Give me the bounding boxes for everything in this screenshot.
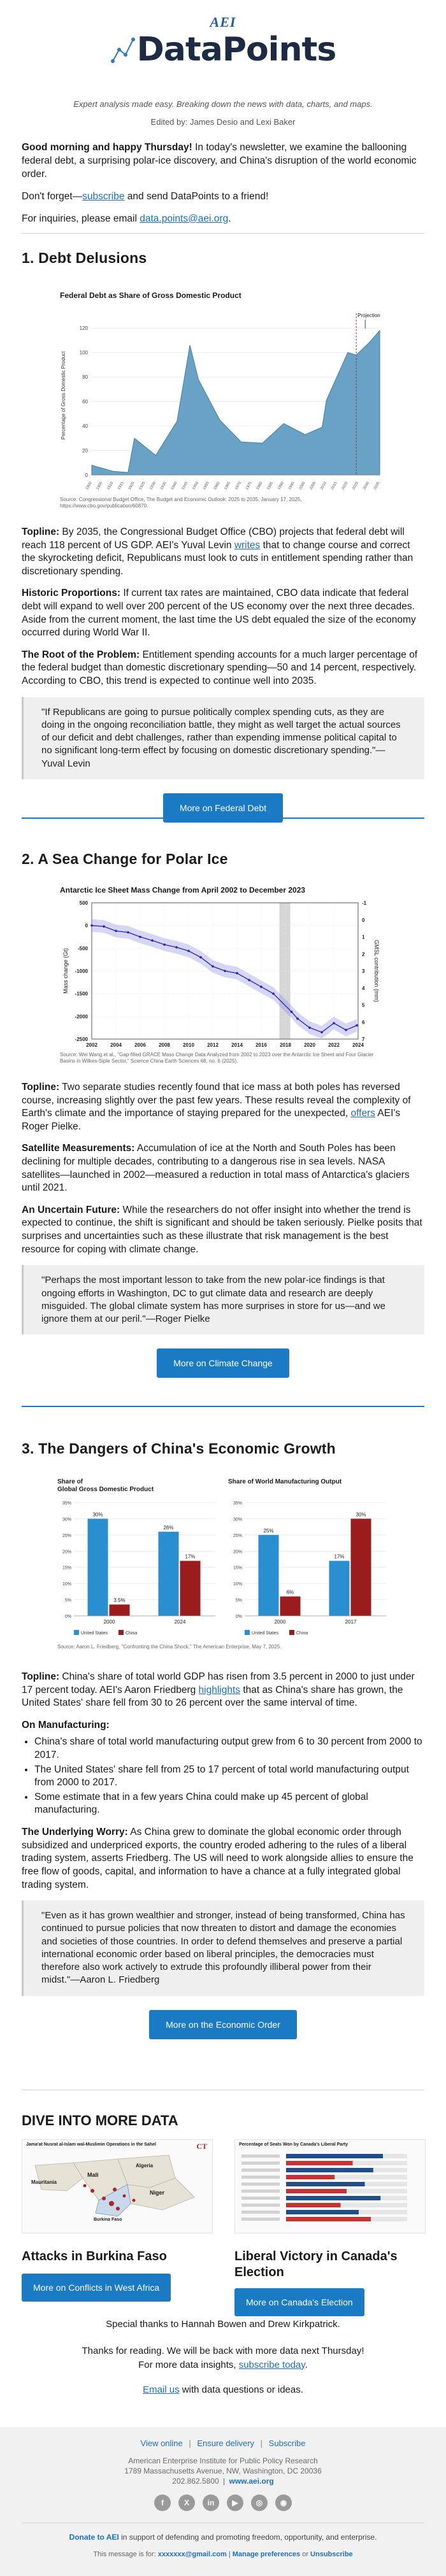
- x-tick-label: 2017: [345, 1619, 357, 1625]
- bar-china: [280, 1596, 301, 1616]
- mass-change-point: [291, 1010, 293, 1013]
- thumb-bar: [286, 2161, 353, 2165]
- mass-change-point: [248, 979, 250, 981]
- thumb-row-label: [241, 2204, 280, 2207]
- recipient-line: This message is for: xxxxxxx@gmail.com | Manage preferences or Unsubscribe: [93, 2551, 353, 2558]
- thumb-bar: [286, 2196, 380, 2200]
- y2-tick-label: 4: [362, 985, 365, 991]
- header-logo: [0, 14, 446, 69]
- map-label-burkina: Burkina Faso: [94, 2218, 122, 2222]
- linkedin-icon[interactable]: in: [203, 2495, 219, 2511]
- mass-change-point: [236, 972, 238, 975]
- datapoints-logo: [110, 31, 336, 69]
- mass-change-point: [296, 1017, 299, 1020]
- divider-blue: [22, 817, 424, 819]
- thumb-row-label: [241, 2162, 280, 2165]
- thumb-bar: [286, 2175, 334, 2179]
- y-tick-label: 120: [79, 325, 88, 332]
- chart-title: Federal Debt as Share of Gross Domestic Product: [60, 291, 241, 300]
- x-tick-label: 1945: [181, 481, 189, 491]
- mass-change-point: [199, 956, 202, 959]
- y-tick-label: 100: [79, 350, 88, 356]
- dive-left-button-wrap: [22, 2274, 213, 2302]
- donate-link[interactable]: Donate to AEI: [69, 2533, 119, 2542]
- divider-blue-2: [22, 1406, 424, 1407]
- forget-line: Don't forget—subscribe and send DataPoints to a friend!: [22, 190, 269, 202]
- list-item: • Some estimate that in a few years China could make up 45 percent of global manufacturing.: [34, 1791, 424, 1817]
- bar-chart-title-line2: Global Gross Domestic Product: [57, 1486, 154, 1493]
- thumb-bar: [286, 2189, 347, 2193]
- y-tick-label: 60: [82, 399, 88, 405]
- map-label-algeria: Algeria: [136, 2163, 154, 2169]
- canada-chart[interactable]: [234, 2139, 426, 2233]
- map-label-niger: Niger: [150, 2190, 165, 2196]
- x-tick-label: 2016: [255, 1042, 267, 1048]
- x-tick-label: 1955: [203, 481, 210, 491]
- youtube-icon[interactable]: ▶: [227, 2495, 243, 2511]
- x-tick-label: 2018: [280, 1042, 291, 1048]
- mass-change-point: [151, 939, 154, 942]
- x-tick-label: 2012: [207, 1042, 219, 1048]
- x-tick-label: 2000: [298, 481, 306, 491]
- x-tick-label: 2005: [309, 481, 317, 491]
- y2-tick-label: 1: [362, 934, 365, 940]
- section3-body: [0, 1671, 446, 2039]
- y-tick-label: 25%: [233, 1533, 242, 1538]
- org-contact: 202.862.5800 | www.aei.org: [172, 2477, 274, 2486]
- closing-line-2: Thanks for reading. We will be back with more data next Thursday!: [82, 2345, 364, 2356]
- org-name: American Enterprise Institute for Public Policy Research: [128, 2456, 318, 2465]
- y-tick-label: 0%: [64, 1615, 71, 1619]
- projection-label: Projection: [357, 313, 380, 318]
- bar-value-label: 26%: [163, 1524, 174, 1531]
- y-tick-label: 30%: [233, 1517, 242, 1522]
- aei-logo[interactable]: AEI: [210, 14, 236, 30]
- y2-tick-label: 3: [362, 968, 365, 974]
- x-tick-label: 2010: [183, 1042, 194, 1048]
- thanks-line: Special thanks to Hannah Bowen and Drew Kirkpatrick.: [106, 2319, 340, 2330]
- bar-value-label: 6%: [286, 1589, 294, 1596]
- mass-change-point: [139, 936, 141, 938]
- section3-topline: Topline: China's share of total world GDP has risen from 3.5 percent in 2000 to just under 17 percent today. AEI's Aaron Friedberg highlights that as China's share has grown, the United States' share fell from 30 to 26 percent over the same interval of time.: [22, 1671, 415, 1709]
- intro: [0, 141, 446, 235]
- x-tick-label: 1910: [106, 481, 115, 491]
- thumb-row-label: [241, 2197, 280, 2200]
- legend-label: China: [296, 1631, 308, 1636]
- aei-site-link[interactable]: www.aei.org: [229, 2477, 274, 2486]
- mass-change-point: [356, 1024, 358, 1027]
- x-tick-label: 2035: [373, 481, 381, 491]
- manage-preferences-link[interactable]: Manage preferences: [232, 2551, 301, 2558]
- ice-chart: [54, 880, 392, 1071]
- y-tick-label: 0: [85, 923, 88, 929]
- mass-change-point: [127, 931, 129, 934]
- thumb-bar: [286, 2203, 341, 2207]
- section3-quote: "Even as it has grown wealthier and stronger, instead of being transformed, China has continued to pursue policies that now threaten to distort and damage the economies and societies of those countries. In order to defend themselves and preserve a partial international economic order based on liberal principles, the democracies must therefore also work actively to extrude this profoundly illiberal power from their midst."—Aaron L. Friedberg: [22, 1900, 424, 1996]
- bar-chart-title-line1: Share of: [57, 1478, 83, 1485]
- y-tick-label: 5%: [64, 1598, 71, 1603]
- chart-source-holder: [60, 497, 386, 512]
- y-tick-label: 30%: [62, 1517, 71, 1522]
- dive-left-title[interactable]: Attacks in Burkina Faso: [22, 2249, 167, 2263]
- footer-subscribe-link[interactable]: Subscribe: [268, 2438, 306, 2448]
- y-tick-label: 35%: [233, 1501, 242, 1506]
- dive-right-card: [234, 2139, 426, 2316]
- mass-change-point: [212, 965, 214, 968]
- bar-united-states: [88, 1518, 108, 1616]
- donate-line: Donate to AEI in support of defending and promoting freedom, opportunity, and enterprise.: [69, 2533, 377, 2542]
- x-tick-label: 2006: [134, 1042, 146, 1048]
- y-tick-label: -1500: [75, 991, 88, 997]
- thumb-row-label: [241, 2190, 280, 2193]
- y-tick-label: 10%: [233, 1582, 242, 1587]
- bar-china: [180, 1561, 201, 1616]
- view-online-link[interactable]: View online: [140, 2438, 183, 2448]
- section3-heading-wrap: [0, 1440, 446, 1457]
- federal-debt-button[interactable]: More on Federal Debt: [163, 793, 283, 823]
- thumb-row-label: [241, 2169, 280, 2172]
- thumb-row-label: [241, 2176, 280, 2179]
- y2-axis-label: GMSL contribution (mm): [373, 940, 380, 1002]
- y-tick-label: 0%: [235, 1615, 242, 1619]
- subscribe-today-link[interactable]: subscribe today: [238, 2359, 305, 2370]
- thumb-bar: [286, 2154, 383, 2158]
- x-tick-label: 1935: [160, 481, 168, 491]
- chart-source: Source: Wei Wang et al., "Gap-filled GRACE Mass Change Data Analyzed from 2002 to 2023 over the Antarctic Ice Sheet and Four Glacier Basins in Wilkes-Siple Sector," Science China Earth Sciences 68, no. 6 (2025).: [60, 1052, 374, 1065]
- dive-right-title[interactable]: Liberal Victory in Canada's Election: [234, 2249, 398, 2279]
- canada-chart-title: Percentage of Seats Won by Canada's Liberal Party: [239, 2142, 349, 2147]
- economic-order-button[interactable]: More on the Economic Order: [149, 2010, 297, 2039]
- x-tick-label: 1950: [192, 481, 200, 491]
- footer-org: [0, 2456, 446, 2487]
- section1-body: [0, 526, 446, 823]
- mass-change-point: [163, 944, 166, 946]
- section2-heading: 2. A Sea Change for Polar Ice: [22, 851, 228, 867]
- map-title: Jama'at Nusrat al-Islam wal-Muslimin Operations in the Sahel: [26, 2142, 156, 2147]
- map-label-mali: Mali: [87, 2172, 99, 2178]
- footer: [0, 2427, 446, 2576]
- section2-satellite: Satellite Measurements: Accumulation of ice at the North and South Poles has been declining for multiple decades, contributing to a dangerous rise in sea levels. NASA satellites—launched in 2002—measured a reduction in total mass of Antarctica's glaciers until 2021.: [22, 1143, 410, 1194]
- mass-change-point: [320, 1031, 323, 1034]
- mass-change-point: [308, 1026, 311, 1029]
- section1-heading-wrap: [0, 250, 446, 267]
- y-tick-label: 25%: [62, 1533, 71, 1538]
- highlights-link[interactable]: highlights: [198, 1684, 241, 1695]
- mass-change-point: [175, 946, 178, 949]
- chart-source-holder: [60, 1052, 386, 1070]
- map-label-mauritania: Mauritania: [31, 2179, 57, 2185]
- x-twitter-icon[interactable]: X: [178, 2495, 195, 2511]
- offers-link[interactable]: offers: [350, 1108, 375, 1119]
- bar-united-states: [259, 1535, 279, 1616]
- x-tick-label: 2020: [341, 481, 349, 491]
- mass-change-point: [90, 924, 93, 927]
- section1-topline: Topline: By 2035, the Congressional Budget Office (CBO) projects that federal debt will reach 118 percent of US GDP. AEI's Yuval Levin writes that to change course and correct the skyrocketing deficit, Republicans must look to cuts in entitlement spending rather than discretionary spending.: [22, 527, 414, 577]
- thumb-bar: [286, 2210, 359, 2214]
- facebook-icon[interactable]: f: [154, 2495, 171, 2511]
- section1-heading: 1. Debt Delusions: [22, 250, 147, 266]
- dive-left-card: [22, 2139, 213, 2302]
- email-us-link[interactable]: Email us: [143, 2384, 180, 2396]
- section2-quote: "Perhaps the most important lesson to take from the new polar-ice findings is that ongoing efforts in Washington, DC to gut climate data and research are deeply misguided. The global climate system has more surprises in store for us—and we ignore them at our peril."—Roger Pielke: [22, 1265, 424, 1334]
- x-tick-label: 1915: [117, 481, 125, 491]
- x-tick-label: 1965: [224, 481, 232, 491]
- legend-swatch: [245, 1630, 250, 1635]
- x-tick-label: 2000: [274, 1619, 286, 1625]
- intro-paragraph: [22, 141, 424, 181]
- y-tick-label: 20: [82, 448, 88, 454]
- bar-value-label: 25%: [263, 1527, 274, 1534]
- x-tick-label: 1905: [96, 481, 104, 491]
- x-tick-label: 1985: [266, 481, 275, 491]
- mass-change-point: [115, 930, 117, 932]
- debt-chart: [54, 284, 392, 513]
- y2-tick-label: 0: [362, 917, 365, 923]
- legend-swatch: [119, 1630, 124, 1635]
- x-tick-label: 1900: [85, 481, 93, 491]
- y-tick-label: -500: [77, 945, 88, 952]
- canada-election-button[interactable]: More on Canada's Election: [234, 2288, 364, 2316]
- mass-change-point: [103, 925, 105, 928]
- greeting: Good morning and happy Thursday!: [22, 142, 192, 153]
- ct-logo: CT: [196, 2142, 207, 2151]
- x-tick-label: 2030: [363, 481, 370, 491]
- climate-change-button[interactable]: More on Climate Change: [157, 1348, 289, 1378]
- west-africa-button[interactable]: More on Conflicts in West Africa: [22, 2274, 171, 2302]
- section2-uncertain: An Uncertain Future: While the researchers do not offer insight into whether the trend is expected to continue, the shift is significant and should be taken seriously. Pielke posits that surprises and uncertainties such as these illustrate that risk management is the best resource for coping with climate change.: [22, 1204, 422, 1255]
- thumb-row-label: [241, 2218, 280, 2221]
- dive-heading-wrap: [0, 2112, 446, 2129]
- x-tick-label: 2024: [352, 1042, 364, 1048]
- footer-links: View online | Ensure delivery | Subscribe: [140, 2438, 306, 2448]
- x-tick-label: 2022: [328, 1042, 340, 1048]
- y-tick-label: 80: [82, 374, 88, 381]
- thumb-bar: [286, 2182, 365, 2186]
- legend-swatch: [74, 1630, 79, 1635]
- china-charts: [54, 1472, 392, 1663]
- y2-tick-label: 7: [362, 1037, 365, 1042]
- burkina-map[interactable]: [22, 2139, 213, 2233]
- chart-source-holder: [57, 1644, 389, 1662]
- x-tick-label: 2025: [352, 481, 360, 491]
- debt-chart-svg: [54, 284, 392, 513]
- x-tick-label: 1930: [149, 481, 157, 491]
- legend-label: United States: [252, 1631, 279, 1636]
- dive-right-button-wrap: [234, 2288, 426, 2316]
- section2-body: [0, 1081, 446, 1378]
- threads-icon[interactable]: ◉: [275, 2495, 292, 2511]
- mass-change-point: [272, 993, 275, 995]
- manufacturing-label-p: On Manufacturing:: [22, 1719, 110, 1730]
- instagram-icon[interactable]: ◎: [251, 2495, 268, 2511]
- email-link[interactable]: data.points@aei.org: [140, 213, 229, 224]
- editors: Edited by: James Desio and Lexi Baker: [150, 117, 296, 127]
- y-tick-label: 10%: [62, 1582, 71, 1587]
- legend-swatch: [289, 1630, 294, 1635]
- recipient-email: xxxxxxx@gmail.com: [157, 2551, 227, 2558]
- y2-tick-label: 2: [362, 951, 365, 958]
- section1-root: The Root of the Problem: Entitlement spending accounts for a much larger percentage of the federal budget than domestic discretionary spending—50 and 14 percent, respectively. According to CBO, this trend is expected to continue well into 2035.: [22, 649, 418, 687]
- bar-china: [351, 1518, 371, 1616]
- x-tick-label: 2020: [304, 1042, 315, 1048]
- x-tick-label: 1925: [138, 481, 147, 491]
- section3-worry: The Underlying Worry: As China grew to dominate the global economic order through subsidized and underpriced exports, the country eroded adhering to the rules of a liberal trading system, asserts Friedberg. The US will need to work alongside allies to ensure the free flow of goods, capital, and information to have a chance at a fully integrated global trading system.: [22, 1827, 414, 1890]
- thumb-bar: [286, 2168, 373, 2172]
- manufacturing-list: [22, 1736, 424, 1817]
- thumb-row-label: [241, 2183, 280, 2186]
- inquiries-line: For inquiries, please email data.points@aei.org.: [22, 213, 231, 224]
- chart-source: Source: Congressional Budget Office, The Budget and Economic Outlook: 2025 to 2035, January 17, 2025, https://www.cbo.gov/publication/60870.: [60, 497, 302, 509]
- thumb-row-label: [241, 2155, 280, 2158]
- x-tick-label: 2002: [86, 1042, 97, 1048]
- bar-united-states: [329, 1561, 350, 1616]
- section2-button-wrap: [22, 1348, 424, 1378]
- y-tick-label: -2500: [75, 1037, 88, 1042]
- x-tick-label: 2004: [110, 1042, 122, 1048]
- bar-china: [110, 1604, 130, 1616]
- y-tick-label: 15%: [233, 1566, 242, 1571]
- ensure-delivery-link[interactable]: Ensure delivery: [197, 2438, 255, 2448]
- y-tick-label: 20%: [62, 1550, 71, 1555]
- bar-value-label: 3.5%: [113, 1597, 126, 1604]
- y2-tick-label: 6: [362, 1019, 365, 1026]
- bar-chart-title: Share of World Manufacturing Output: [228, 1478, 342, 1485]
- closing: [0, 2318, 446, 2397]
- bar-value-label: 30%: [356, 1511, 366, 1518]
- x-tick-label: 1975: [245, 481, 253, 491]
- thumb-row-label: [241, 2211, 280, 2214]
- y2-tick-label: 5: [362, 1002, 365, 1008]
- section1-historic: Historic Proportions: If current tax rates are maintained, CBO data indicate that federal debt will expand to well over 200 percent of the US economy over the next three decades. Aside from the current moment, the last time the US debt equaled the size of the economy occurred during World War II.: [22, 588, 416, 639]
- writes-link[interactable]: writes: [234, 539, 261, 551]
- closing-line-3: For more data insights, subscribe today.: [138, 2359, 308, 2370]
- mass-change-point: [260, 986, 263, 988]
- x-tick-label: 2014: [231, 1042, 243, 1048]
- x-tick-label: 2015: [330, 481, 338, 491]
- ice-chart-svg: [54, 880, 392, 1071]
- mass-change-point: [345, 1029, 347, 1031]
- y-axis-label: Percentage of Gross Domestic Product: [61, 351, 66, 440]
- org-address: 1789 Massachusetts Avenue, NW, Washington, DC 20036: [124, 2466, 322, 2476]
- y-tick-label: -2000: [75, 1014, 88, 1020]
- list-item: • China's share of total world manufacturing output grew from 6 to 30 percent from 2000 to 2017.: [34, 1736, 424, 1762]
- tagline: Expert analysis made easy. Breaking down the news with data, charts, and maps.: [73, 99, 373, 109]
- china-charts-svg: [54, 1472, 392, 1663]
- subscribe-link[interactable]: subscribe: [82, 190, 125, 202]
- y-tick-label: 20%: [233, 1550, 242, 1555]
- mass-change-point: [224, 970, 226, 972]
- unsubscribe-link[interactable]: Unsubscribe: [310, 2551, 353, 2558]
- y-tick-label: 15%: [62, 1566, 71, 1571]
- x-tick-label: 1970: [234, 481, 243, 491]
- bar-value-label: 30%: [92, 1511, 103, 1518]
- legend-label: China: [126, 1631, 138, 1636]
- x-tick-label: 1980: [255, 481, 264, 491]
- section2-heading-wrap: [0, 851, 446, 868]
- x-tick-label: 1990: [277, 481, 285, 491]
- bar-value-label: 17%: [334, 1553, 345, 1560]
- y-tick-label: 5%: [235, 1598, 242, 1603]
- chart-source: Source: Aaron L. Friedberg, "Confronting the China Shock," The American Enterprise, May 7, 2025.: [57, 1644, 282, 1650]
- section1-quote: "If Republicans are going to pursue politically complex spending cuts, as they are doing in the ongoing reconciliation battle, they might as well target the actual sources of our deficit and debt challenges, rather than expending immense political capital to no significant long-term effect by focusing on domestic discretionary spending."—Yuval Levin: [22, 697, 424, 779]
- mass-change-point: [187, 950, 190, 952]
- y-tick-label: -1000: [75, 968, 88, 974]
- x-tick-label: 1995: [287, 481, 296, 491]
- y-axis-label: Mass change (Gt): [62, 948, 69, 994]
- datapoints-graph-icon: [110, 31, 136, 69]
- y-tick-label: 35%: [62, 1501, 71, 1506]
- y-tick-label: 40: [82, 423, 88, 430]
- y-tick-label: 500: [79, 900, 88, 906]
- bar-united-states: [159, 1532, 179, 1616]
- y-tick-label: 0: [85, 472, 88, 478]
- list-item: • The United States' share fell from 25 to 17 percent of total world manufacturing output from 2000 to 2017.: [34, 1764, 424, 1790]
- section3-heading: 3. The Dangers of China's Economic Growth: [22, 1440, 336, 1457]
- y2-tick-label: -1: [362, 900, 367, 906]
- x-tick-label: 1960: [213, 481, 221, 491]
- x-tick-label: 2010: [320, 481, 328, 491]
- x-tick-label: 2024: [174, 1619, 186, 1625]
- social-icons: [0, 2495, 446, 2511]
- intro-summary: In today's newsletter, we examine the ballooning federal debt, a surprising polar-ice discovery, and China's disruption of the world economic order.: [22, 142, 417, 180]
- x-tick-label: 2008: [159, 1042, 170, 1048]
- divider: [22, 233, 424, 234]
- bar-value-label: 17%: [185, 1553, 196, 1560]
- x-tick-label: 2000: [103, 1619, 115, 1625]
- closing-line-4: Email us with data questions or ideas.: [143, 2384, 303, 2396]
- chart-title: Antarctic Ice Sheet Mass Change from April 2002 to December 2023: [60, 886, 306, 895]
- dive-heading: DIVE INTO MORE DATA: [22, 2112, 178, 2128]
- section3-button-wrap: [22, 2010, 424, 2039]
- x-tick-label: 1920: [127, 481, 136, 491]
- legend-label: United States: [81, 1631, 108, 1636]
- mass-change-point: [333, 1022, 335, 1024]
- x-tick-label: 1940: [170, 481, 178, 491]
- section2-topline: Topline: Two separate studies recently found that ice mass at both poles has reversed course, increasing slightly over the past few years. These results reveal the complexity of Earth's climate and the importance of staying prepared for the unexpected, offers AEI's Roger Pielke.: [22, 1082, 411, 1132]
- datapoints-title: DataPoints: [136, 31, 336, 69]
- canada-chart-svg: [235, 2140, 426, 2234]
- thumb-bar: [286, 2217, 371, 2221]
